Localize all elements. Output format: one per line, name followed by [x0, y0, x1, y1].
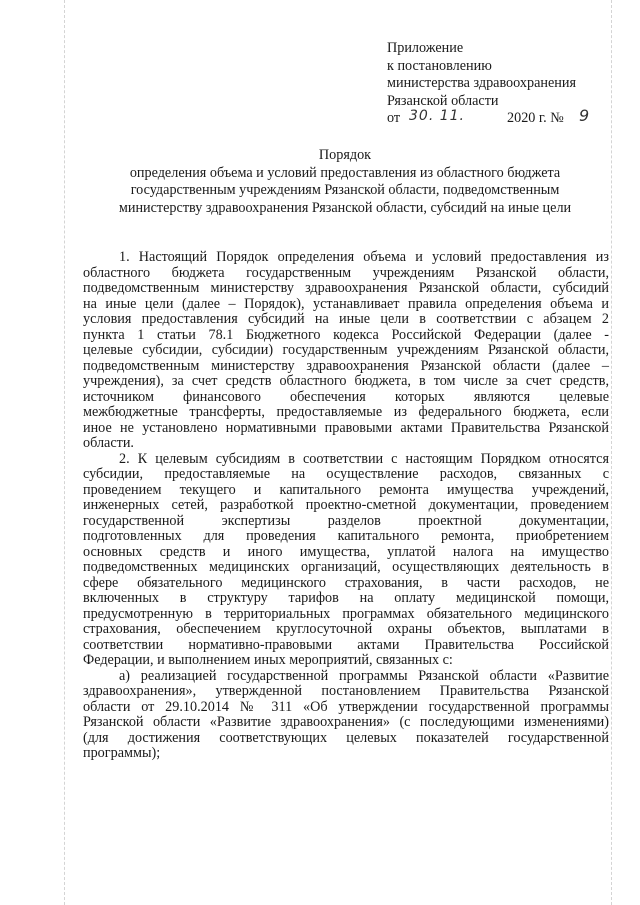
document-title — [100, 147, 590, 217]
paragraph-line: государственной экспертизы разделов проектной документации, — [83, 512, 609, 529]
paragraph-line: условия предоставления субсидий на иные цели в соответствии с абзацем 2 — [83, 311, 609, 327]
paragraph-line: Федерации, и выполнением иных мероприятий, связанных с: — [83, 652, 453, 668]
appendix-line: министерства здравоохранения — [387, 75, 576, 91]
paragraph-line: иное не установлено нормативными правовыми актами Правительства Рязанской — [83, 419, 609, 436]
paragraph-line: подведомственным министерству здравоохранения Рязанской области, субсидий — [83, 280, 609, 296]
paragraph-line: инженерных сетей, разработкой проектно-сметной документации, проведением — [83, 497, 609, 513]
appendix-line: Приложение — [387, 40, 464, 56]
paragraph-line: соответствии нормативно-правовыми актами Правительства Российской — [83, 636, 609, 653]
paragraph-line: здравоохранения», утвержденной постановлением Правительства Рязанской — [83, 683, 609, 699]
paragraph-line: (для достижения соответствующих целевых показателей государственной — [83, 729, 609, 746]
paragraph-line: целевые субсидии, субсидии) государственным учреждениям Рязанской области, — [83, 342, 609, 358]
handwritten-number: 9 — [579, 106, 591, 125]
paragraph-line: а) реализацией государственной программы Рязанской области «Развитие — [119, 667, 609, 684]
title-heading: Порядок — [318, 147, 372, 163]
paragraph-line: учреждения), за счет средств областного бюджета, в том числе за счет средств, — [83, 373, 609, 389]
paragraph-line: включенных в структуру тарифов на оплату медицинской помощи, — [83, 590, 609, 606]
appendix-date-row — [387, 106, 617, 128]
title-line: определения объема и условий предоставления из областного бюджета — [129, 164, 561, 181]
paragraph-line: на иные цели (далее – Порядок), устанавливает правила определения объема и — [83, 295, 609, 312]
date-prefix: от — [387, 110, 401, 126]
paragraph-line: основных средств и иного имущества, уплатой налога на имущество — [83, 543, 609, 560]
title-line: министерству здравоохранения Рязанской области, субсидий на иные цели — [118, 199, 572, 216]
paragraph-line: 2. К целевым субсидиям в соответствии с настоящим Порядком относятся — [119, 450, 609, 467]
paragraph-line: подготовленных для проведения капитального ремонта, приобретением — [83, 528, 609, 544]
handwritten-date: 30. 11. — [409, 108, 465, 124]
paragraph-line: области. — [83, 435, 134, 451]
scan-edge-left — [64, 0, 65, 905]
paragraph-line: субсидии, предоставляемые на осуществление расходов, связанных с — [83, 466, 609, 482]
paragraph-line: 1. Настоящий Порядок определения объема и условий предоставления из — [119, 249, 609, 265]
paragraph-3 — [83, 669, 609, 762]
paragraph-1 — [83, 250, 609, 452]
title-line: государственным учреждениям Рязанской области, подведомственным — [130, 182, 560, 198]
paragraph-line: межбюджетные трансферты, предоставляемые из федерального бюджета, если — [83, 404, 609, 420]
paragraph-line: проведением текущего и капитального ремонта имущества учреждений, — [83, 481, 609, 498]
scan-edge-right — [611, 0, 612, 905]
paragraph-line: пункта 1 статьи 78.1 Бюджетного кодекса Российской Федерации (далее - — [83, 326, 609, 343]
paragraph-line: Рязанской области «Развитие здравоохранения» (с последующими изменениями) — [83, 714, 609, 730]
paragraph-line: областного бюджета государственным учреждениям Рязанской области, — [83, 264, 609, 281]
appendix-line: Рязанской области — [387, 92, 499, 109]
paragraph-line: источником финансового обеспечения которых являются целевые — [83, 388, 609, 405]
paragraph-line: предусмотренную в территориальных программах обязательного медицинского — [83, 605, 609, 622]
year-label: 2020 г. № — [507, 110, 564, 126]
paragraph-line: страхования, обеспечением круглосуточной охраны объектов, выплатами в — [83, 621, 609, 637]
paragraph-line: области от 29.10.2014 № 311 «Об утверждении государственной программы — [83, 698, 609, 715]
paragraph-line: подведомственным министерству здравоохранения Рязанской области (далее – — [83, 357, 609, 374]
document-body — [83, 250, 609, 762]
paragraph-line: сфере обязательного медицинского страхования, в части расходов, не — [83, 574, 609, 591]
appendix-block — [387, 40, 617, 128]
paragraph-line: подведомственных медицинских организаций, осуществляющих деятельность в — [83, 559, 609, 575]
paragraph-line: программы); — [83, 745, 161, 761]
appendix-line: к постановлению — [387, 57, 492, 74]
paragraph-2 — [83, 452, 609, 669]
